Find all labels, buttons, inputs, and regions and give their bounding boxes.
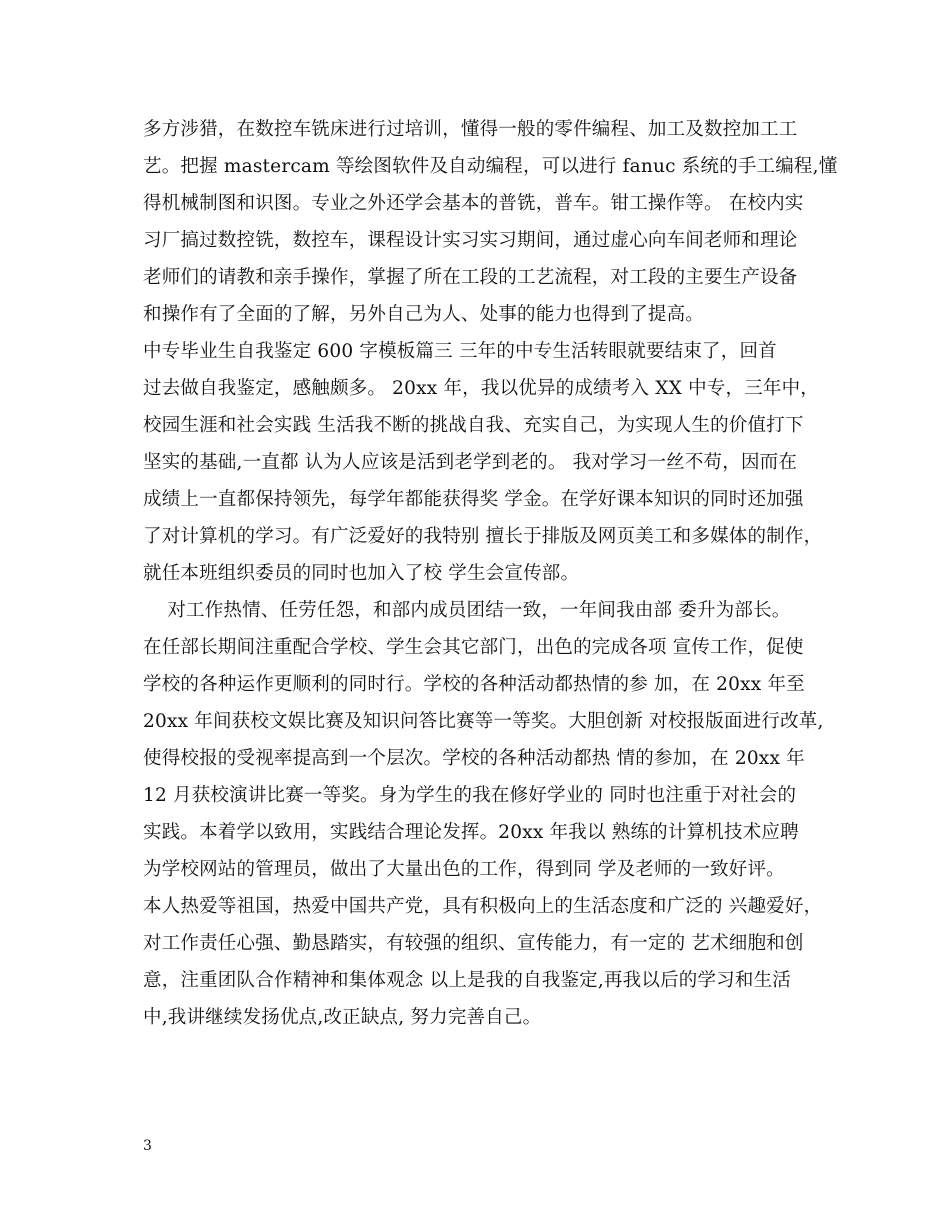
text-line: 学校的各种运作更顺利的同时行。学校的各种活动都热情的参 加，在 20xx 年至 bbox=[143, 674, 805, 695]
text-line: 中,我讲继续发扬优点,改正缺点, 努力完善自己。 bbox=[143, 1007, 542, 1028]
text-line: 艺。把握 mastercam 等绘图软件及自动编程，可以进行 fanuc 系统的手工编程,懂 bbox=[143, 156, 838, 177]
text-line: 成绩上一直都保持领先，每学年都能获得奖 学金。在学好课本知识的同时还加强 bbox=[143, 489, 804, 510]
text-line: 实践。本着学以致用，实践结合理论发挥。20xx 年我以 熟练的计算机技术应聘 bbox=[143, 822, 799, 843]
text-line: 意，注重团队合作精神和集体观念 以上是我的自我鉴定,再我以后的学习和生活 bbox=[143, 970, 791, 991]
text-line: 了对计算机的学习。有广泛爱好的我特别 擅长于排版及网页美工和多媒体的制作， bbox=[143, 526, 823, 547]
page-number: 3 bbox=[143, 1138, 152, 1154]
text-line: 对工作责任心强、勤恳踏实，有较强的组织、宣传能力，有一定的 艺术细胞和创 bbox=[143, 933, 804, 954]
text-line: 12 月获校演讲比赛一等奖。身为学生的我在修好学业的 同时也注重于对社会的 bbox=[143, 785, 797, 806]
text-line: 习厂搞过数控铣，数控车，课程设计实习实习期间，通过虚心向车间老师和理论 bbox=[143, 230, 798, 251]
text-line: 坚实的基础,一直都 认为人应该是活到老学到老的。 我对学习一丝不苟，因而在 bbox=[143, 452, 798, 473]
text-line: 本人热爱等祖国，热爱中国共产党，具有积极向上的生活态度和广泛的 兴趣爱好， bbox=[143, 896, 823, 917]
text-line: 就任本班组织委员的同时也加入了校 学生会宣传部。 bbox=[143, 563, 580, 584]
text-line: 校园生涯和社会实践 生活我不断的挑战自我、充实自己，为实现人生的价值打下 bbox=[143, 415, 804, 436]
text-line: 为学校网站的管理员，做出了大量出色的工作，得到同 学及老师的一致好评。 bbox=[143, 859, 785, 880]
text-line: 过去做自我鉴定，感触颇多。 20xx 年，我以优异的成绩考入 XX 中专，三年中， bbox=[143, 378, 819, 399]
text-line: 20xx 年间获校文娱比赛及知识问答比赛等一等奖。大胆创新 对校报版面进行改革, bbox=[143, 711, 824, 732]
text-line: 在任部长期间注重配合学校、学生会其它部门，出色的完成各项 宣传工作，促使 bbox=[143, 637, 804, 658]
text-line: 多方涉猎，在数控车铣床进行过培训，懂得一般的零件编程、加工及数控加工工 bbox=[143, 119, 798, 140]
paragraph-start-line: 对工作热情、任劳任怨，和部内成员团结一致，一年间我由部 委升为部长。 bbox=[143, 600, 791, 621]
text-line: 得机械制图和识图。专业之外还学会基本的普铣，普车。钳工操作等。 在校内实 bbox=[143, 193, 804, 214]
text-line: 和操作有了全面的了解，另外自己为人、处事的能力也得到了提高。 bbox=[143, 304, 705, 325]
section-heading-line: 中专毕业生自我鉴定 600 字模板篇三 三年的中专生活转眼就要结束了，回首 bbox=[143, 341, 777, 362]
text-line: 老师们的请教和亲手操作，掌握了所在工段的工艺流程，对工段的主要生产设备 bbox=[143, 267, 798, 288]
text-line: 使得校报的受视率提高到一个层次。学校的各种活动都热 情的参加，在 20xx 年 bbox=[143, 748, 805, 769]
